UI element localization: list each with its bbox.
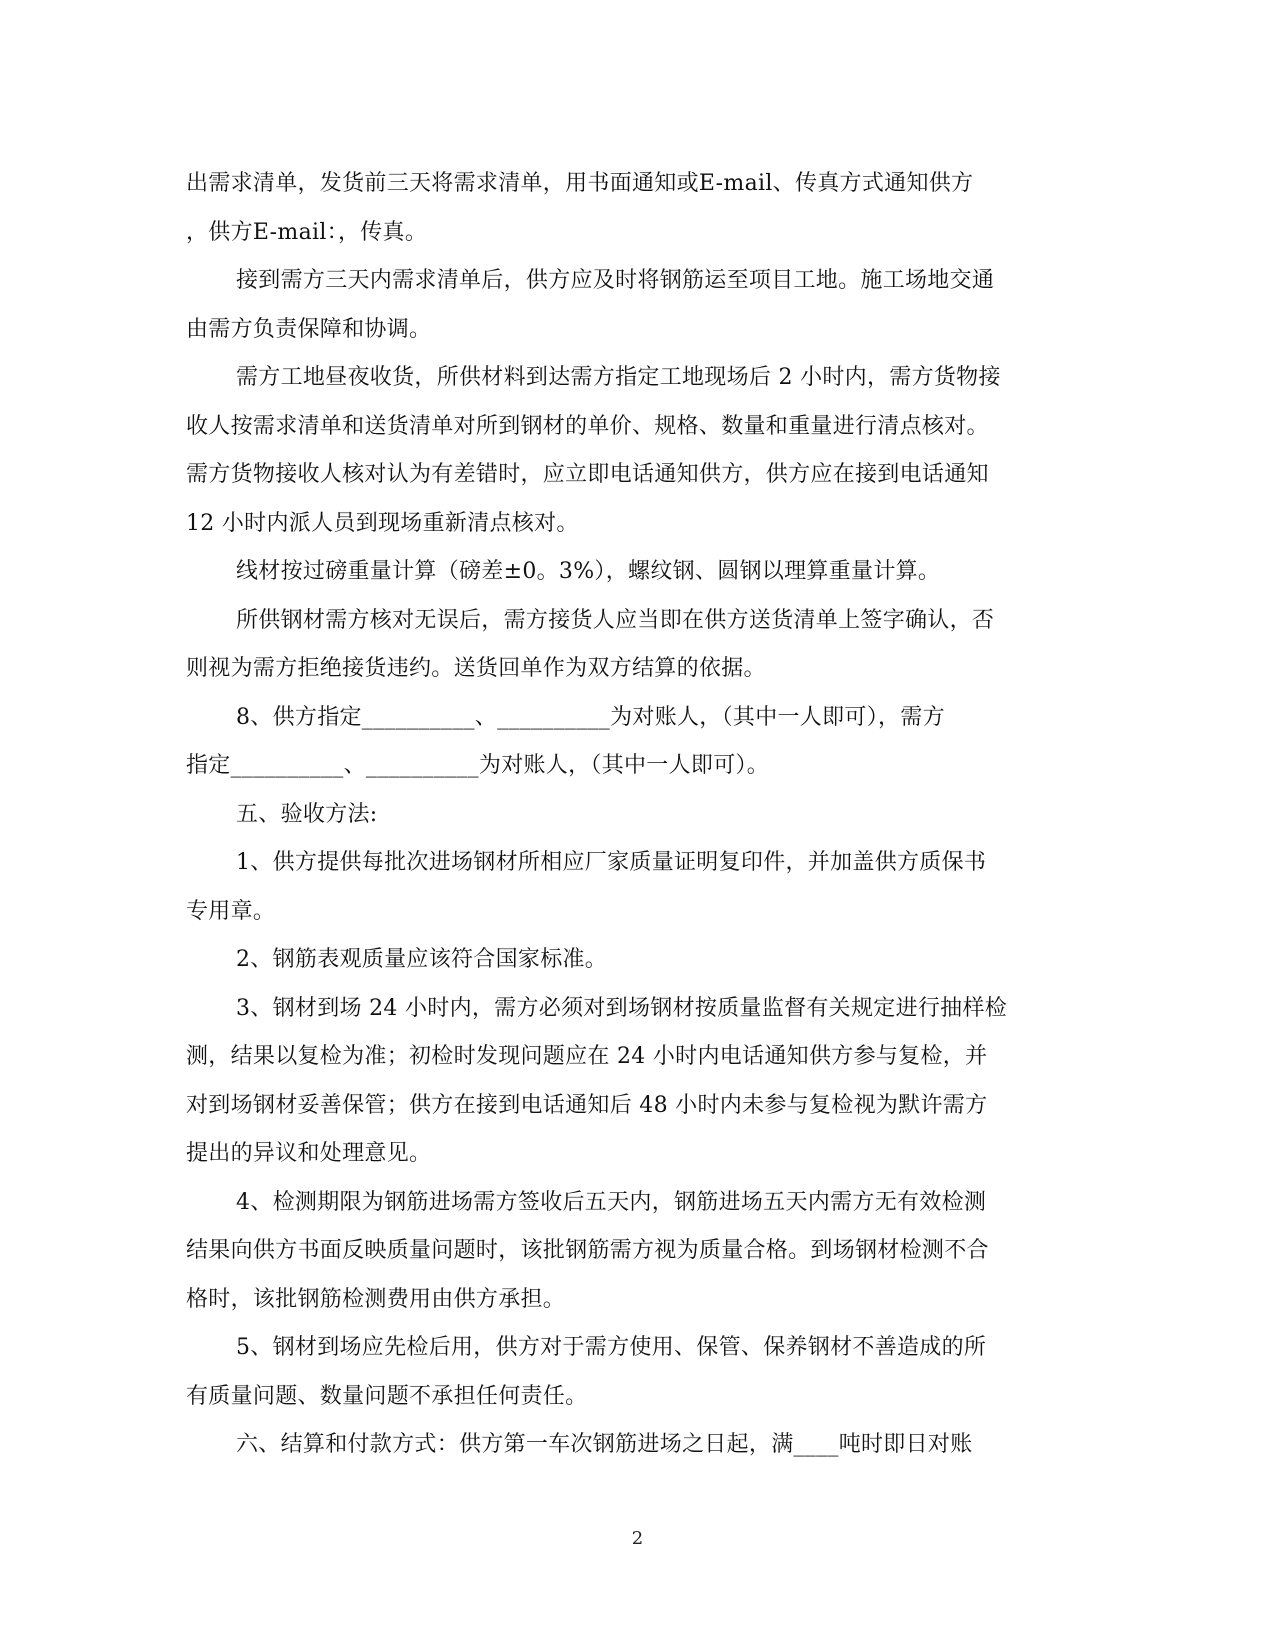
text-line: 所供钢材需方核对无误后，需方接货人应当即在供方送货清单上签字确认，否 xyxy=(236,607,995,633)
document-body xyxy=(186,160,1096,1470)
text-line: 结果向供方书面反映质量问题时，该批钢筋需方视为质量合格。到场钢材检测不合 xyxy=(186,1238,989,1263)
text-line: 由需方负责保障和协调。 xyxy=(186,316,432,342)
text-line: 对到场钢材妥善保管；供方在接到电话通知后 48 小时内未参与复检视为默许需方 xyxy=(186,1092,988,1118)
text-line: 1、供方提供每批次进场钢材所相应厂家质量证明复印件，并加盖供方质保书 xyxy=(236,850,987,875)
text-line: 格时，该批钢筋检测费用由供方承担。 xyxy=(186,1286,566,1312)
text-line: 12 小时内派人员到现场重新清点核对。 xyxy=(186,510,579,536)
text-line: 接到需方三天内需求清单后，供方应及时将钢筋运至项目工地。施工场地交通 xyxy=(236,268,995,293)
text-line: 3、钢材到场 24 小时内，需方必须对到场钢材按质量监督有关规定进行抽样检 xyxy=(236,995,1008,1021)
text-line: 收人按需求清单和送货清单对所到钢材的单价、规格、数量和重量进行清点核对。 xyxy=(186,413,989,439)
text-line: 则视为需方拒绝接货违约。送货回单作为双方结算的依据。 xyxy=(186,656,766,681)
text-line: 需方货物接收人核对认为有差错时，应立即电话通知供方，供方应在接到电话通知 xyxy=(186,462,989,487)
text-line: 出需求清单，发货前三天将需求清单，用书面通知或E-mail、传真方式通知供方 xyxy=(186,171,974,196)
section-heading: 五、验收方法: xyxy=(236,801,378,827)
text-line: 线材按过磅重量计算（磅差±0。3%），螺纹钢、圆钢以理算重量计算。 xyxy=(236,559,941,584)
text-line: 专用章。 xyxy=(186,898,276,924)
text-line: 需方工地昼夜收货，所供材料到达需方指定工地现场后 2 小时内，需方货物接 xyxy=(236,365,1001,390)
text-line: 提出的异议和处理意见。 xyxy=(186,1141,432,1166)
text-line: 测，结果以复检为准；初检时发现问题应在 24 小时内电话通知供方参与复检，并 xyxy=(186,1044,988,1069)
text-line: 2、钢筋表观质量应该符合国家标准。 xyxy=(236,947,608,972)
text-line: 指定__________、__________为对账人，（其中一人即可）。 xyxy=(186,753,770,778)
text-line: 4、检测期限为钢筋进场需方签收后五天内，钢筋进场五天内需方无有效检测 xyxy=(236,1189,987,1215)
text-line: 5、钢材到场应先检后用，供方对于需方使用、保管、保养钢材不善造成的所 xyxy=(236,1335,987,1360)
page-number: 2 xyxy=(631,1528,644,1549)
section-heading: 六、结算和付款方式：供方第一车次钢筋进场之日起，满____吨时即日对账 xyxy=(236,1432,973,1457)
text-line: 8、供方指定__________、__________为对账人，（其中一人即可），需方 xyxy=(236,704,945,730)
text-line: ，供方E-mail：，传真。 xyxy=(186,219,428,245)
text-line: 有质量问题、数量问题不承担任何责任。 xyxy=(186,1383,588,1409)
